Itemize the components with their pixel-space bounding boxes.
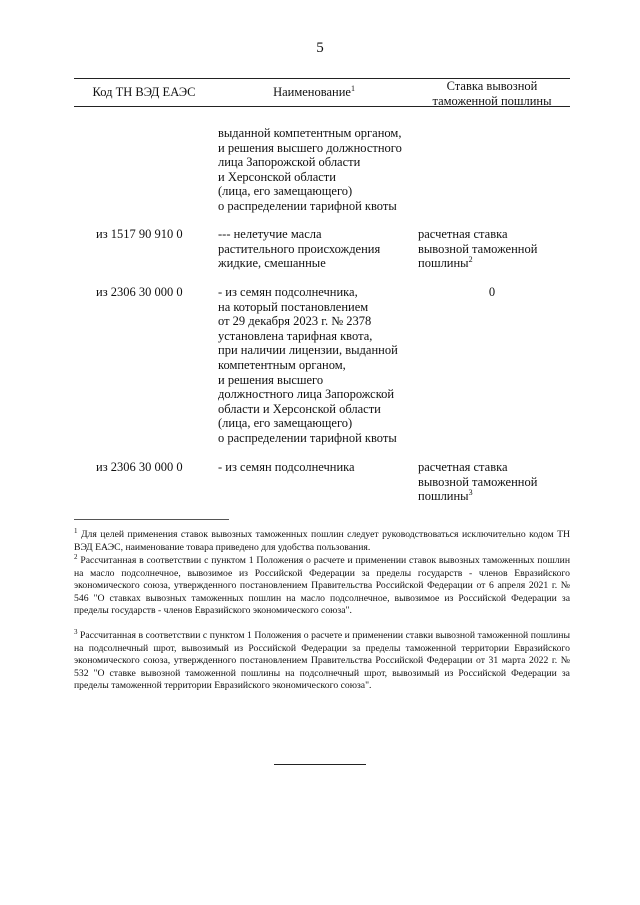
column-header-name-text: Наименование [273,85,351,99]
page-number: 5 [316,40,324,56]
row-1-rate-cell [418,227,570,271]
footnote-2-mark: 2 [74,552,78,561]
continuation-name-cell: выданной компетентным органом, и решения высшего должностного лица Запорожской области и Херсонской области (лица, его замещающего) о распределении тарифной квоты [218,126,402,213]
column-header-rate: Ставка вывозной таможенной пошлины [432,79,552,108]
footnote-3-mark: 3 [74,627,78,636]
footnote-ref-3: 3 [468,488,473,498]
footnote-1-text: Для целей применения ставок вывозных таможенных пошлин следует руководствоваться исключительно кодом ТН ВЭД ЕАЭС, наименование товара приведено для удобства пользования. [74,529,571,553]
footnote-ref-1: 1 [350,83,355,93]
row-3-name-cell: - из семян подсолнечника [218,460,355,474]
footnote-1 [74,526,571,554]
footnote-2 [74,552,571,618]
footnote-ref-2: 2 [468,255,473,265]
row-2-code-cell: из 2306 30 000 0 [96,285,183,299]
row-3-code-cell: из 2306 30 000 0 [96,460,183,474]
row-1-code-cell: из 1517 90 910 0 [96,227,183,241]
row-2-name-cell: - из семян подсолнечника, на который постановлением от 29 декабря 2023 г. № 2378 установлена тарифная квота, при наличии лицензии, выданной компетентным органом, и решения высшего должностного лица Запорожской области и Херсонской области (лица, его замещающего) о распределении тарифной квоты [218,285,398,445]
footnote-2-text: Рассчитанная в соответствии с пунктом 1 Положения о расчете и применении ставок вывозных таможенных пошлин на масло подсолнечное, вывозимое из Российской Федерации за пределы государств - членов Евразийского экономического союза, утвержденного постановлением Правительства Российской Федерации от 6 апреля 2021 г. № 546 "О ставках вывозных таможенных пошлин на масло подсолнечное, вывозимое из Российской Федерации за пределы государств - членов Евразийского экономического союза". [74,555,571,616]
column-header-code: Код ТН ВЭД ЕАЭС [92,85,196,99]
row-2-rate-cell: 0 [488,285,496,299]
row-3-rate-text: расчетная ставка вывозной таможенной пошлины [418,460,538,504]
footnote-1-mark: 1 [74,526,78,535]
row-3-rate-cell [418,460,570,504]
table-header-bottom-rule [74,106,570,107]
row-1-rate-text: расчетная ставка вывозной таможенной пошлины [418,227,538,271]
row-1-name-cell: --- нелетучие масла растительного происхождения жидкие, смешанные [218,227,381,271]
column-header-name [214,85,414,100]
end-of-page-rule [274,764,366,765]
footnote-3-text: Рассчитанная в соответствии с пунктом 1 Положения о расчете и применении ставки вывозной таможенной пошлины на подсолнечный шрот, вывозимый из Российской Федерации за пределы таможенной территории Евразийского экономического союза, утвержденного постановлением Правительства Российской Федерации от 31 марта 2022 г. № 532 "О ставке вывозной таможенной пошлины на подсолнечный шрот, вывозимый из Российской Федерации за пределы таможенной территории Евразийского экономического союза". [74,630,570,691]
footnote-separator [74,519,229,520]
footnote-3 [74,627,570,693]
